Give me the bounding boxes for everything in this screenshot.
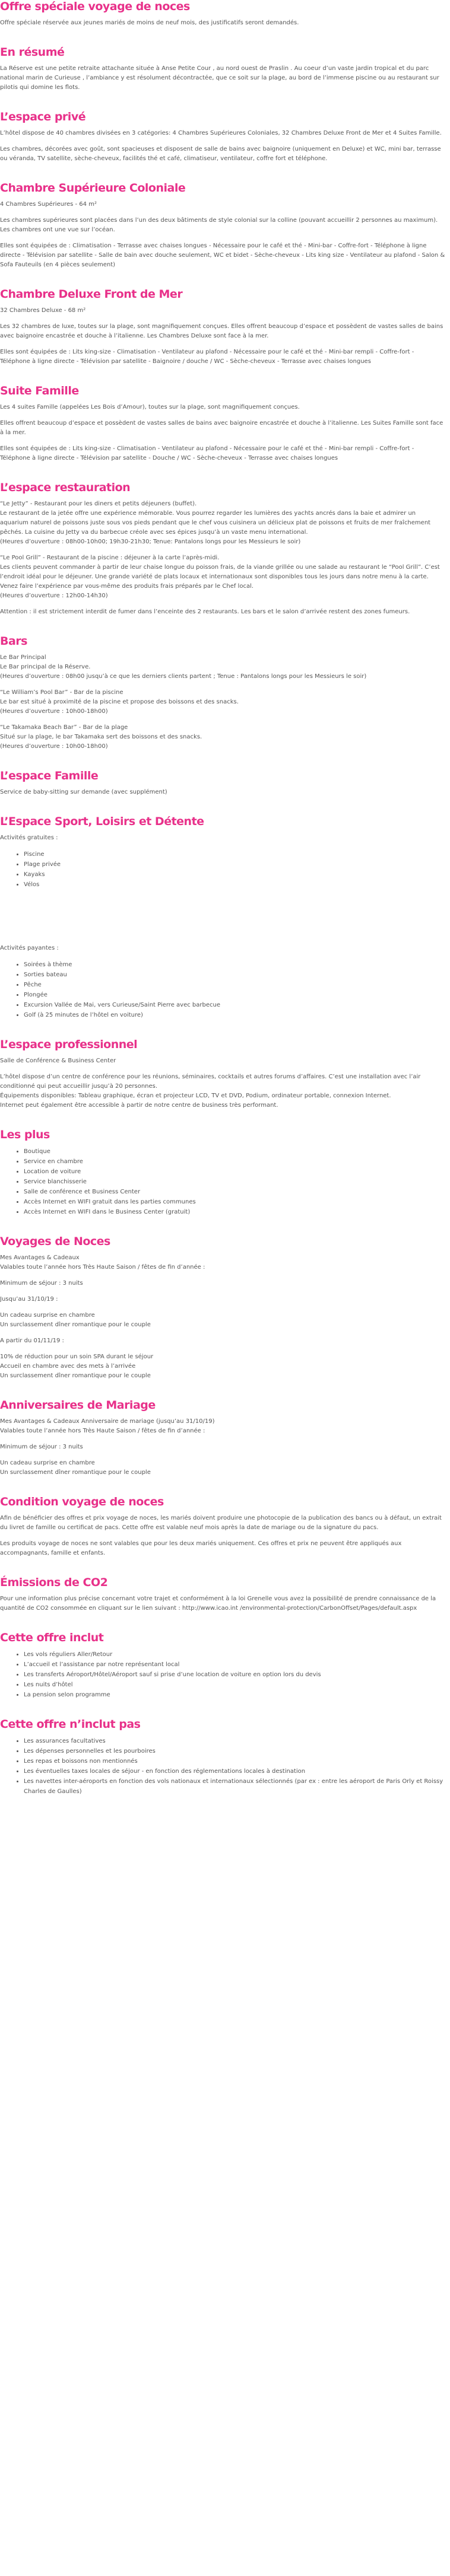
paragraph: Jusqu’au 31/10/19 : (0, 1296, 58, 1303)
free-activities-list (0, 849, 445, 890)
section-offre-exclut (0, 1718, 445, 1797)
spacer (0, 920, 445, 944)
section-title: Les plus (0, 1128, 50, 1141)
section-title: Bars (0, 635, 27, 648)
paragraph: Attention : il est strictement interdit de fumer dans l’enceinte des 2 restaurants. Les bars et le salon d’arrivée restent des zones fumeurs. (0, 609, 410, 615)
section-title: En résumé (0, 46, 65, 59)
list-item: • Excursion Vallée de Mai, vers Curieuse/Saint Pierre avec barbecue (24, 1000, 445, 1010)
section-professionnel (0, 1038, 445, 1110)
paragraph: Elles sont équipées de : Climatisation - Terrasse avec chaises longues - Nécessaire pour le café et thé - Mini-bar - Coffre-fort - Téléphone à ligne directe - Télévision par satellite - Salle de bain avec douche seulement, WC et bidet - Sèche-cheveux - Lits king size - Ventilateur au plafond - Salon & Sofa Fauteuils (en 4 pièces seulement) (0, 243, 445, 268)
list-item: • Les éventuelles taxes locales de séjour - en fonction des réglementations locales à destination (24, 1766, 445, 1776)
list-item: • Les vols réguliers Aller/Retour (24, 1650, 445, 1660)
section-offre-speciale (0, 0, 445, 28)
paragraph: “Le Takamaka Beach Bar” - Bar de la plage Situé sur la plage, le bar Takamaka sert des boissons et des snacks. (Heures d’ouverture : 10h00-18h00) (0, 724, 202, 750)
list-item: • L’accueil et l’assistance par notre représentant local (24, 1660, 445, 1670)
paragraph: Mes Avantages & Cadeaux Anniversaire de mariage (jusqu’au 31/10/19) Valables toute l’année hors Très Haute Saison / fêtes de fin d’année : (0, 1418, 215, 1434)
paragraph: L’hôtel dispose d’un centre de conférence pour les réunions, séminaires, cocktails et autres forums d’affaires. C’est une installation avec l’air conditionné qui peut accueillir jusqu’à 20 personnes. Équipements disponibles: Tableau graphique, écran et projecteur LCD, TV et DVD, Podium, ordinateur portable, connexion Internet. Internet peut également être accessible à partir de notre centre de business très performant. (0, 1074, 421, 1109)
list-item: • Sorties bateau (24, 970, 445, 980)
paragraph: Pour une information plus précise concernant votre trajet et conformément à la loi Grenelle vous avez la possibilité de prendre connaissance de la quantité de CO2 consommée en cliquant sur le lien suivant : http://www.icao.int /environmental-protection/CarbonOffset/Pages/default.aspx (0, 1596, 436, 1612)
paragraph: Un cadeau surprise en chambre Un surclassement dîner romantique pour le couple (0, 1312, 151, 1328)
section-title: L’espace Famille (0, 769, 99, 782)
section-title: L’espace privé (0, 110, 86, 123)
paragraph: Service de baby-sitting sur demande (avec supplément) (0, 789, 167, 795)
paragraph: Afin de bénéficier des offres et prix voyage de noces, les mariés doivent produire une photocopie de la publication des bancs ou à défaut, un extrait du livret de famille ou certificat de pacs. Cette offre est valable neuf mois après la date de mariage ou de la signature du pacs. (0, 1515, 442, 1531)
list-item: • Salle de conférence et Business Center (24, 1187, 445, 1197)
section-bars (0, 635, 445, 752)
list-item: • La pension selon programme (24, 1690, 445, 1700)
section-title: Chambre Deluxe Front de Mer (0, 288, 183, 301)
list-item: • Golf (à 25 minutes de l’hôtel en voiture) (24, 1010, 445, 1020)
section-co2 (0, 1576, 445, 1613)
list-item: • Piscine (24, 849, 445, 859)
services-list (0, 1147, 445, 1217)
section-title: Condition voyage de noces (0, 1495, 164, 1508)
section-title: Suite Famille (0, 384, 79, 397)
section-title: Voyages de Noces (0, 1235, 110, 1248)
paragraph: Les 32 chambres de luxe, toutes sur la plage, sont magnifiquement conçues. Elles offrent beaucoup d’espace et possèdent de vastes salles de bains avec baignoire encastrée et douche à l’italienne. Les Chambres Deluxe sont face à la mer. (0, 323, 443, 339)
paragraph: Minimum de séjour : 3 nuits (0, 1280, 83, 1287)
paragraph: Salle de Conférence & Business Center (0, 1058, 116, 1064)
list-item: • Les repas et boissons non mentionnés (24, 1756, 445, 1766)
paragraph: Un cadeau surprise en chambre Un surclassement dîner romantique pour le couple (0, 1460, 151, 1476)
section-restauration (0, 481, 445, 617)
paragraph: A partir du 01/11/19 : (0, 1338, 64, 1344)
paragraph: Les chambres, décorées avec goût, sont spacieuses et disposent de salle de bains avec baignoire (uniquement en Deluxe) et WC, mini bar, terrasse ou véranda, TV satellite, sèche-cheveux, facilités thé et café, climatiseur, ventilateur, coffre fort et téléphone. (0, 146, 441, 162)
list-item: • Les transferts Aéroport/Hôtel/Aéroport sauf si prise d’une location de voiture en option lors du devis (24, 1670, 445, 1680)
section-title: Chambre Supérieure Coloniale (0, 182, 186, 195)
included-list (0, 1650, 445, 1700)
paragraph: Les 4 suites Famille (appelées Les Bois d’Amour), toutes sur la plage, sont magnifiquement conçues. (0, 404, 300, 410)
paragraph: “Le Pool Grill” - Restaurant de la piscine : déjeuner à la carte l’après-midi. Les clients peuvent commander à partir de leur chaise longue du poisson frais, de la viande grillée ou une salade au restaurant le “Pool Grill”. C’est l’endroit idéal pour le déjeuner. Une grande variété de plats locaux et internationaux sont disponibles tous les jours dans notre menu à la carte. Venez faire l’expérience par vous-même des produits frais préparés par le Chef local. (Heures d’ouverture : 12h00-14h30) (0, 555, 440, 599)
list-label: Activités payantes : (0, 945, 59, 951)
list-item: • Kayaks (24, 870, 445, 880)
paragraph: Minimum de séjour : 3 nuits (0, 1444, 83, 1450)
list-item: • Plongée (24, 990, 445, 1000)
list-item: • Les nuits d’hôtel (24, 1680, 445, 1690)
section-title: Cette offre inclut (0, 1631, 104, 1644)
section-voyages-noces (0, 1235, 445, 1381)
list-item: • Pêche (24, 980, 445, 990)
list-item: • Vélos (24, 880, 445, 890)
list-item: • Accès Internet en WIFI gratuit dans les parties communes (24, 1197, 445, 1207)
paragraph: Les chambres supérieures sont placées dans l’un des deux bâtiments de style colonial sur la colline (pouvant accueillir 2 personnes au maximum). Les chambres ont une vue sur l’océan. (0, 217, 438, 233)
paragraph: “Le Jetty” - Restaurant pour les diners et petits déjeuners (buffet). Le restaurant de la jetée offre une expérience mémorable. Vous pourrez regarder les lumières des yachts ancrés dans la baie et admirer un aquarium naturel de poissons juste sous vos pieds pendant que le chef vous cuisinera un délicieux plat de poissons et fruits de mer fraîchement pêchés. La cuisine du Jetty va du barbecue créole avec ses épices jusqu’à un vaste menu international. (Heures d’ouverture : 08h00-10h00; 19h30-21h30; Tenue: Pantalons longs pour les Messieurs le soir) (0, 501, 431, 545)
section-espace-prive (0, 110, 445, 164)
spacer (0, 896, 445, 920)
section-chambre-deluxe (0, 288, 445, 367)
section-chambre-coloniale (0, 182, 445, 270)
list-label: Activités gratuites : (0, 835, 58, 841)
section-title: Anniversaires de Mariage (0, 1399, 156, 1412)
paragraph: Elles sont équipées de : Lits king-size - Climatisation - Ventilateur au plafond - Nécessaire pour le café et thé - Mini-bar rempli - Coffre-fort - Téléphone à ligne directe - Télévision par satellite - Baignoire / douche / WC - Sèche-cheveux - Terrasse avec chaises longues (0, 349, 414, 365)
section-title: L’espace restauration (0, 481, 131, 494)
list-item: • Accès Internet en WIFI dans le Business Center (gratuit) (24, 1207, 445, 1217)
section-title: Émissions de CO2 (0, 1576, 108, 1589)
paragraph: Le Bar Principal Le Bar principal de la Réserve. (Heures d’ouverture : 08h00 jusqu’à ce que les derniers clients partent ; Tenue : Pantalons longs pour les Messieurs le soir) (0, 654, 367, 680)
list-item: • Les dépenses personnelles et les pourboires (24, 1746, 445, 1756)
section-plus (0, 1128, 445, 1217)
paragraph: Mes Avantages & Cadeaux Valables toute l’année hors Très Haute Saison / fêtes de fin d’année : (0, 1254, 205, 1271)
list-item: • Les assurances facultatives (24, 1736, 445, 1746)
paragraph: Elles offrent beaucoup d’espace et possèdent de vastes salles de bains avec baignoire encastrée et douche à l’italienne. Les Suites Famille sont face à la mer. (0, 420, 443, 436)
section-espace-famille (0, 769, 445, 797)
section-offre-inclut (0, 1631, 445, 1700)
paragraph: La Réserve est une petite retraite attachante située à Anse Petite Cour , au nord ouest de Praslin . Au coeur d’un vaste jardin tropical et du parc national marin de Curieuse , l’ambiance y est résolument décontractée, que ce soit sur la plage, au bord de l’immense piscine ou au restaurant sur pilotis qui domine les flots. (0, 65, 439, 91)
list-item: • Les navettes inter-aéroports en fonction des vols nationaux et internationaux sélectionnés (par ex : entre les aéroport de Paris Orly et Roissy Charles de Gaulles) (24, 1776, 445, 1797)
section-title: Offre spéciale voyage de noces (0, 0, 190, 13)
paragraph: Elles sont équipées de : Lits king-size - Climatisation - Ventilateur au plafond - Nécessaire pour le café et thé - Mini-bar rempli - Coffre-fort - Téléphone à ligne directe - Télévision par satellite - Douche / WC - Sèche-cheveux - Terrasse avec chaises longues (0, 445, 414, 461)
list-item: • Service blanchisserie (24, 1177, 445, 1187)
paragraph: 10% de réduction pour un soin SPA durant le séjour Accueil en chambre avec des mets à l’arrivée Un surclassement dîner romantique pour le couple (0, 1354, 154, 1379)
list-item: • Soirées à thème (24, 960, 445, 970)
section-resume (0, 46, 445, 93)
section-title: L’espace professionnel (0, 1038, 138, 1051)
section-suite-famille (0, 384, 445, 463)
list-item: • Service en chambre (24, 1157, 445, 1167)
section-title: L’Espace Sport, Loisirs et Détente (0, 815, 204, 828)
section-title: Cette offre n’inclut pas (0, 1718, 141, 1731)
room-size: 32 Chambres Deluxe - 68 m² (0, 307, 86, 314)
list-item: • Plage privée (24, 859, 445, 870)
paragraph: L’hôtel dispose de 40 chambres divisées en 3 catégories: 4 Chambres Supérieures Coloniales, 32 Chambres Deluxe Front de Mer et 4 Suites Famille. (0, 130, 442, 136)
paragraph: “Le William’s Pool Bar” - Bar de la piscine Le bar est situé à proximité de la piscine et propose des boissons et des snacks. (Heures d’ouverture : 10h00-18h00) (0, 689, 239, 715)
section-condition (0, 1495, 445, 1558)
paragraph: Offre spéciale réservée aux jeunes mariés de moins de neuf mois, des justificatifs seront demandés. (0, 20, 299, 26)
room-size: 4 Chambres Supérieures - 64 m² (0, 201, 97, 208)
list-item: • Boutique (24, 1147, 445, 1157)
list-item: • Location de voiture (24, 1167, 445, 1177)
section-sport (0, 815, 445, 1020)
paid-activities-list (0, 960, 445, 1020)
section-anniversaires (0, 1399, 445, 1478)
excluded-list (0, 1736, 445, 1797)
paragraph: Les produits voyage de noces ne sont valables que pour les deux mariés uniquement. Ces offres et prix ne peuvent être appliqués aux accompagnants, famille et enfants. (0, 1540, 402, 1556)
